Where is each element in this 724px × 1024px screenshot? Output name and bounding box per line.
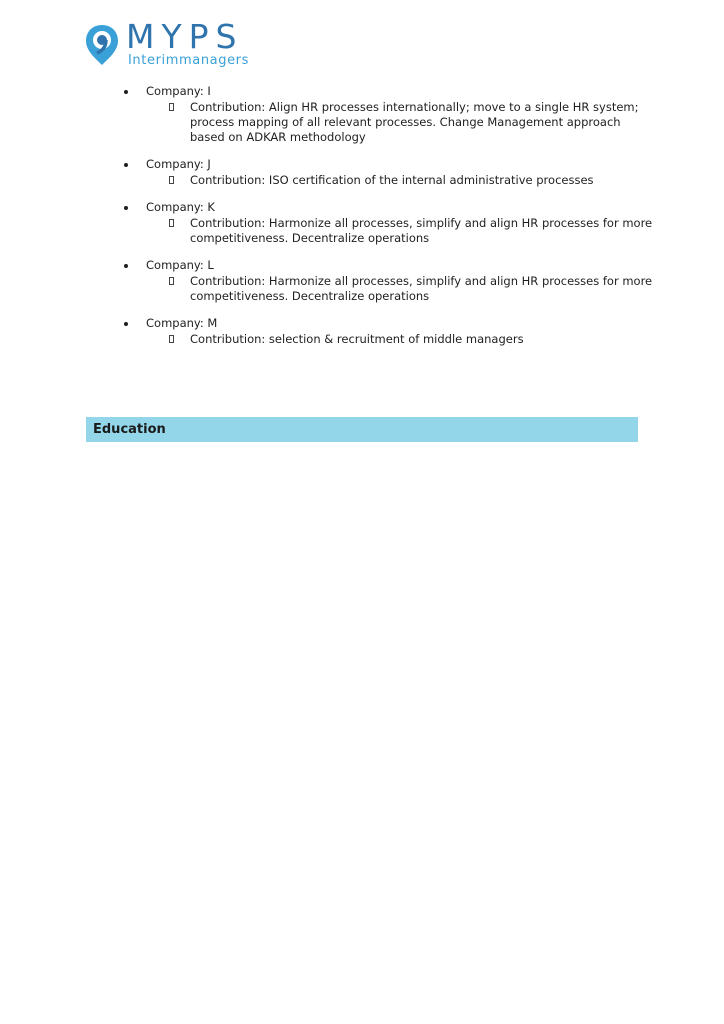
contribution-text: Contribution: Harmonize all processes, simplify and align HR processes for more competitiveness. Decentralize operations — [190, 216, 653, 245]
sub-bullet-icon — [169, 335, 174, 343]
sub-bullet-icon — [169, 176, 174, 184]
company-name: Company: J — [146, 157, 211, 171]
sub-bullet-icon — [169, 277, 174, 285]
company-logo — [84, 17, 284, 70]
sub-bullet-icon — [169, 219, 174, 227]
company-name: Company: M — [146, 316, 218, 330]
experience-list — [0, 84, 724, 359]
company-name: Company: K — [146, 200, 215, 214]
company-name: Company: L — [146, 258, 214, 272]
list-item — [0, 258, 724, 304]
company-name: Company: I — [146, 84, 211, 98]
section-title: Education — [93, 422, 166, 437]
bullet-icon — [124, 206, 128, 210]
contribution-text: Contribution: Align HR processes internationally; move to a single HR system; process mapping of all relevant processes. Change Management approach based on ADKAR methodology — [190, 100, 639, 144]
sub-bullet-icon — [169, 103, 174, 111]
map-pin-icon — [84, 23, 120, 67]
logo-subtitle: Interimmanagers — [128, 53, 249, 68]
contribution-text: Contribution: Harmonize all processes, simplify and align HR processes for more competitiveness. Decentralize operations — [190, 274, 653, 303]
list-item — [0, 84, 724, 145]
logo-wordmark: MYPS — [126, 17, 244, 56]
list-item — [0, 200, 724, 246]
list-item — [0, 157, 724, 188]
bullet-icon — [124, 264, 128, 268]
bullet-icon — [124, 163, 128, 167]
contribution-text: Contribution: selection & recruitment of middle managers — [190, 332, 524, 346]
bullet-icon — [124, 322, 128, 326]
bullet-icon — [124, 90, 128, 94]
education-section-header — [86, 417, 638, 442]
list-item — [0, 316, 724, 347]
contribution-text: Contribution: ISO certification of the internal administrative processes — [190, 173, 594, 187]
